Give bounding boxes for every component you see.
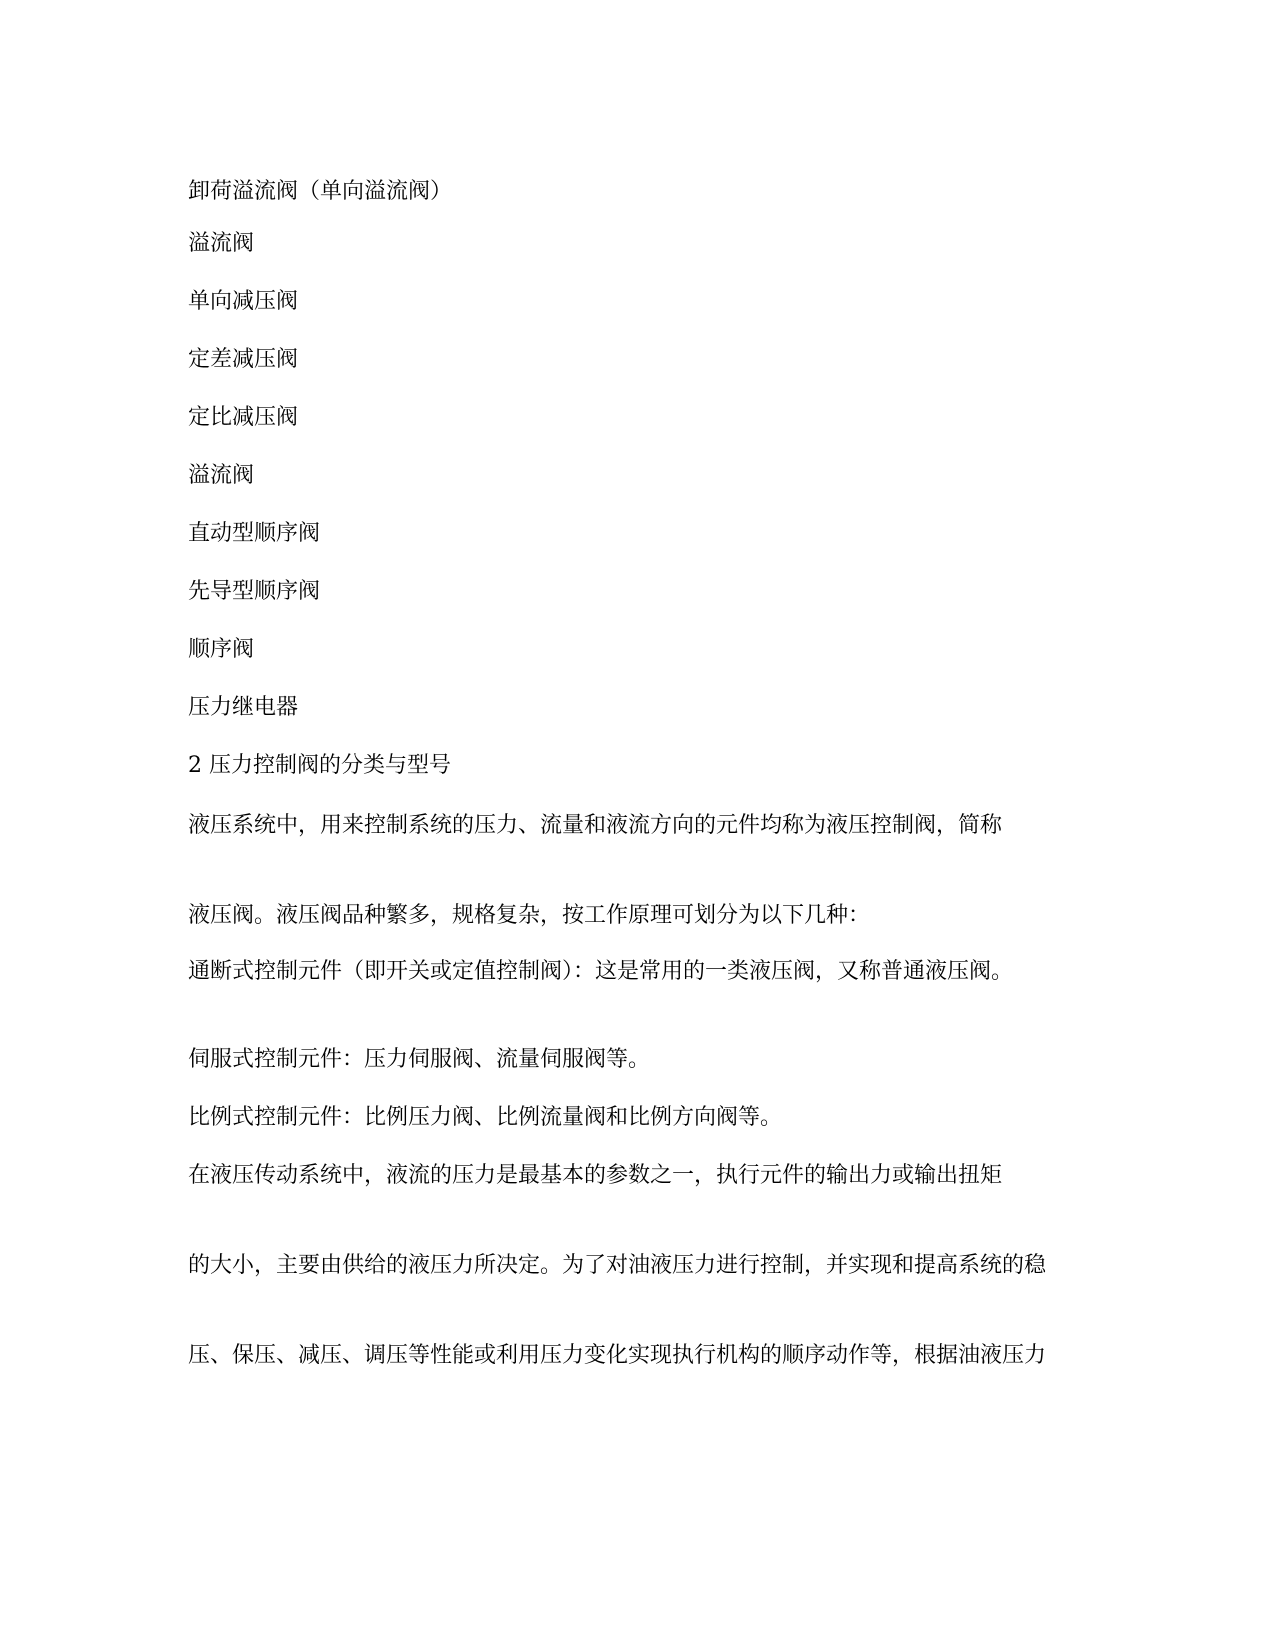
- paragraph: 液压系统中，用来控制系统的压力、流量和液流方向的元件均称为液压控制阀，简称: [188, 813, 1003, 838]
- list-item: 先导型顺序阀: [188, 579, 321, 604]
- paragraph: 液压阀。液压阀品种繁多，规格复杂，按工作原理可划分为以下几种：: [188, 903, 871, 928]
- paragraph: 通断式控制元件（即开关或定值控制阀）：这是常用的一类液压阀，又称普通液压阀。: [188, 959, 1014, 984]
- list-item: 定比减压阀: [188, 405, 299, 430]
- list-item: 溢流阀: [188, 463, 255, 488]
- paragraph: 伺服式控制元件：压力伺服阀、流量伺服阀等。: [188, 1047, 651, 1072]
- section-heading: 2 压力控制阀的分类与型号: [188, 753, 451, 778]
- list-item: 顺序阀: [188, 637, 255, 662]
- list-item: 定差减压阀: [188, 347, 299, 372]
- list-item: 压力继电器: [188, 695, 299, 720]
- paragraph: 在液压传动系统中，液流的压力是最基本的参数之一，执行元件的输出力或输出扭矩: [188, 1163, 1003, 1188]
- list-item: 单向减压阀: [188, 289, 299, 314]
- list-item: 溢流阀: [188, 231, 255, 256]
- paragraph: 压、保压、减压、调压等性能或利用压力变化实现执行机构的顺序动作等，根据油液压力: [188, 1343, 1047, 1368]
- paragraph: 比例式控制元件：比例压力阀、比例流量阀和比例方向阀等。: [188, 1105, 783, 1130]
- list-item: 卸荷溢流阀（单向溢流阀）: [188, 179, 453, 204]
- list-item: 直动型顺序阀: [188, 521, 321, 546]
- paragraph: 的大小，主要由供给的液压力所决定。为了对油液压力进行控制，并实现和提高系统的稳: [188, 1253, 1047, 1278]
